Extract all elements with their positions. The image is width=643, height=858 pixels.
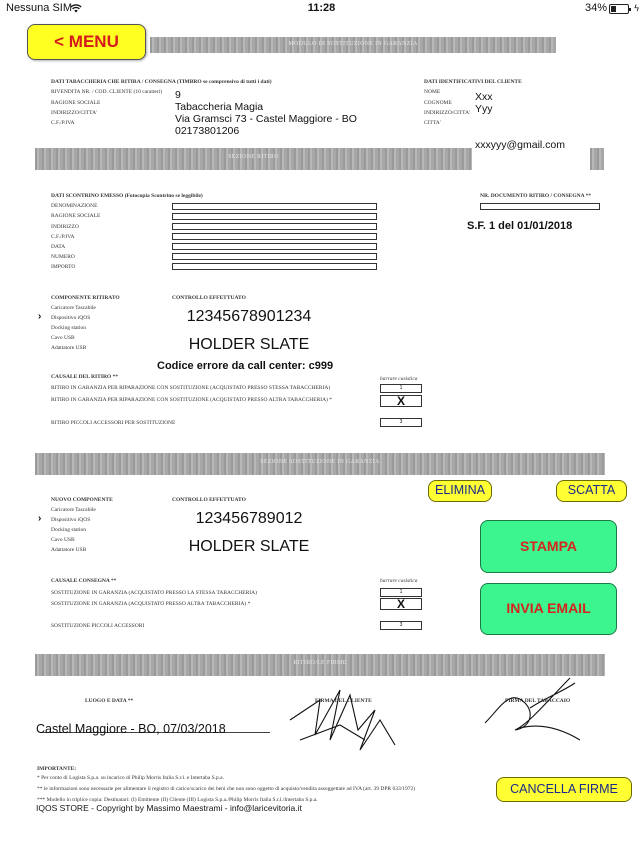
- scontrino-heading: DATI SCONTRINO EMESSO (Fotocopia Scontrino se leggibile): [51, 193, 203, 199]
- ritiro-check-heading: CONTROLLO EFFETTUATO: [172, 295, 246, 301]
- stampa-button[interactable]: STAMPA: [480, 520, 617, 573]
- indirizzo-value: Via Gramsci 73 - Castel Maggiore - BO: [175, 113, 357, 125]
- consegna-causale: SOSTITUZIONE PICCOLI ACCESSORI: [51, 623, 145, 629]
- menu-button[interactable]: < MENU: [27, 24, 146, 60]
- consegna-causale-heading: CAUSALE CONSEGNA **: [51, 578, 117, 584]
- cliente-label: COGNOME: [424, 100, 452, 106]
- tabaccheria-heading: DATI TABACCHERIA CHE RITIRA / CONSEGNA (TIMBRO se comprensivo di tutti i dati): [51, 79, 272, 85]
- consegna-checkbox-selected[interactable]: X: [380, 598, 422, 610]
- scontrino-field[interactable]: [172, 243, 377, 250]
- notes-heading: IMPORTANTE:: [37, 766, 77, 772]
- consegna-component[interactable]: Caricatore Tascabile: [51, 507, 96, 513]
- scontrino-field[interactable]: [172, 213, 377, 220]
- battery-icon: [609, 4, 629, 14]
- consegna-barrare: barrare casistica: [380, 578, 418, 584]
- cliente-nome: Xxx: [475, 91, 493, 103]
- tabaccheria-label: C.F./P.IVA: [51, 120, 75, 126]
- piva-value: 02173801206: [175, 125, 240, 137]
- note-line: ** le informazioni sono necessarie per alimentare il registro di carico/scarico dei beni che non sono oggetto di acquisto/vendita assoggettate ad IVA (art. 39 DPR 633/1972): [37, 786, 416, 792]
- scontrino-label: C.F./P.IVA: [51, 234, 75, 240]
- ritiro-component[interactable]: Docking station: [51, 325, 86, 331]
- consegna-component[interactable]: Docking station: [51, 527, 86, 533]
- tabaccheria-label: RAGIONE SOCIALE: [51, 100, 101, 106]
- firma-tabaccaio-stroke: [485, 678, 580, 740]
- scontrino-label: INDIRIZZO: [51, 224, 79, 230]
- firma-cliente-pad[interactable]: [280, 680, 410, 760]
- scontrino-field[interactable]: [172, 223, 377, 230]
- cliente-card[interactable]: [472, 87, 582, 155]
- consegna-causale: SOSTITUZIONE IN GARANZIA (ACQUISTATO PRESSO LA STESSA TABACCHERIA): [51, 590, 257, 596]
- section-ritiro-title: SEZIONE RITIRO: [228, 154, 279, 160]
- ritiro-causale-heading: CAUSALE DEL RITIRO **: [51, 374, 119, 380]
- tabaccheria-label: INDIRIZZO/CITTA': [51, 110, 98, 116]
- documento-field[interactable]: [480, 203, 600, 210]
- consegna-component-selected[interactable]: Dispositivo iQOS: [51, 517, 91, 523]
- cliente-email: xxxyyy@gmail.com: [475, 139, 566, 151]
- footer-copyright: IQOS STORE - Copyright by Massimo Maestrami - info@laricevitoria.it: [36, 803, 302, 813]
- scontrino-label: DATA: [51, 244, 66, 250]
- ritiro-component[interactable]: Cavo USB: [51, 335, 75, 341]
- scontrino-field[interactable]: [172, 263, 377, 270]
- ritiro-device-card[interactable]: [158, 302, 340, 360]
- cliente-label: CITTA': [424, 120, 441, 126]
- consegna-serial: 123456789012: [195, 510, 303, 527]
- ritiro-causale: RITIRO PICCOLI ACCESSORI PER SOSTITUZIONE: [51, 420, 176, 426]
- section-firme-title: RITIRO/LE FIRME: [293, 660, 347, 666]
- form-title: MODULO DI SOSTITUZIONE IN GARANZIA: [288, 41, 418, 47]
- ritiro-device: HOLDER SLATE: [188, 336, 310, 353]
- clock: 11:28: [307, 2, 336, 14]
- scontrino-label: IMPORTO: [51, 264, 76, 270]
- chevron-right-icon: ›: [38, 311, 42, 322]
- note-line: * Per conto di Logista S.p.a. su incarico di Philip Morris Italia S.r.l. e Intertaba S.p.a.: [37, 775, 224, 781]
- ritiro-component-selected[interactable]: Dispositivo iQOS: [51, 315, 91, 321]
- consegna-device-card[interactable]: [158, 506, 340, 564]
- tabaccheria-card[interactable]: [170, 87, 385, 139]
- battery-fill: [611, 6, 616, 12]
- scatta-button[interactable]: SCATTA: [556, 480, 627, 502]
- ragione-sociale-value: Tabaccheria Magia: [175, 101, 264, 113]
- ritiro-component-heading: COMPONENTE RITIRATO: [51, 295, 120, 301]
- consegna-checkbox[interactable]: 3: [380, 621, 422, 630]
- cancella-firme-button[interactable]: CANCELLA FIRME: [496, 777, 632, 802]
- documento-value: S.F. 1 del 01/01/2018: [467, 220, 573, 232]
- consegna-device: HOLDER SLATE: [188, 538, 310, 555]
- luogo-label: LUOGO E DATA **: [85, 698, 134, 704]
- consegna-checkbox[interactable]: 1: [380, 588, 422, 597]
- invia-email-button[interactable]: INVIA EMAIL: [480, 583, 617, 635]
- rivendita-value: 9: [175, 89, 181, 101]
- consegna-component-heading: NUOVO COMPONENTE: [51, 497, 113, 503]
- tabaccheria-label: RIVENDITA NR. / COD. CLIENTE (10 caratteri): [51, 89, 163, 95]
- ritiro-component[interactable]: Adattatore USB: [51, 345, 87, 351]
- section-ritiro-bar: [35, 148, 472, 170]
- scontrino-label: RAGIONE SOCIALE: [51, 213, 101, 219]
- scontrino-field[interactable]: [172, 203, 377, 210]
- elimina-button[interactable]: ELIMINA: [428, 480, 492, 502]
- battery-percent: 34%: [584, 2, 607, 14]
- firma-cliente-stroke: [290, 690, 395, 750]
- scontrino-field[interactable]: [172, 253, 377, 260]
- cliente-cognome: Yyy: [475, 103, 493, 115]
- carrier-label: Nessuna SIM: [6, 2, 73, 14]
- cliente-label: NOME: [424, 89, 441, 95]
- firma-tabaccaio-label: FIRMA DEL TABACCAIO: [505, 698, 571, 704]
- section-consegna-bar: [35, 453, 605, 475]
- form-title-bar: [150, 37, 556, 53]
- error-code: Codice errore da call center: c999: [157, 360, 334, 372]
- documento-heading: NR. DOCUMENTO RITIRO / CONSEGNA **: [480, 193, 592, 199]
- firma-tabaccaio-pad[interactable]: [470, 668, 590, 748]
- scontrino-label: NUMERO: [51, 254, 75, 260]
- consegna-component[interactable]: Cavo USB: [51, 537, 75, 543]
- ritiro-barrare: barrare casistica: [380, 376, 418, 382]
- chevron-right-icon: ›: [38, 513, 42, 524]
- cliente-label: INDIRIZZO/CITTA': [424, 110, 471, 116]
- ritiro-checkbox[interactable]: 1: [380, 384, 422, 393]
- ritiro-checkbox-selected[interactable]: X: [380, 395, 422, 407]
- ritiro-causale: RITIRO IN GARANZIA PER RIPARAZIONE CON SOSTITUZIONE (ACQUISTATO PRESSO STESSA TABACCHERIA): [51, 385, 331, 391]
- consegna-check-heading: CONTROLLO EFFETTUATO: [172, 497, 246, 503]
- ritiro-component[interactable]: Caricatore Tascabile: [51, 305, 96, 311]
- luogo-value[interactable]: Castel Maggiore - BO, 07/03/2018: [36, 722, 226, 736]
- ritiro-causale: RITIRO IN GARANZIA PER RIPARAZIONE CON SOSTITUZIONE (ACQUISTATO PRESSO ALTRA TABACCHERIA) *: [51, 397, 333, 403]
- ritiro-checkbox[interactable]: 3: [380, 418, 422, 427]
- consegna-causale: SOSTITUZIONE IN GARANZIA (ACQUISTATO PRESSO ALTRA TABACCHERIA) *: [51, 601, 251, 607]
- charging-icon: ϟ: [634, 3, 639, 13]
- cliente-heading: DATI IDENTIFICATIVI DEL CLIENTE: [424, 79, 522, 85]
- firma-cliente-label: FIRMA DEL CLIENTE: [315, 698, 372, 704]
- scontrino-label: DENOMINAZIONE: [51, 203, 98, 209]
- scontrino-field[interactable]: [172, 233, 377, 240]
- ritiro-serial: 12345678901234: [186, 308, 312, 325]
- section-consegna-title: SEZIONE SOSTITUZIONE IN GARANZIA: [260, 459, 380, 465]
- consegna-component[interactable]: Adattatore USB: [51, 547, 87, 553]
- note-line: *** Modello in triplice copia: Destinatari: (I) Emittente (II) Cliente (III) Logista S.p.a./Philip Morris Italia S.r.l./Intertaba S.p.a.: [37, 797, 318, 803]
- status-bar: [0, 0, 643, 18]
